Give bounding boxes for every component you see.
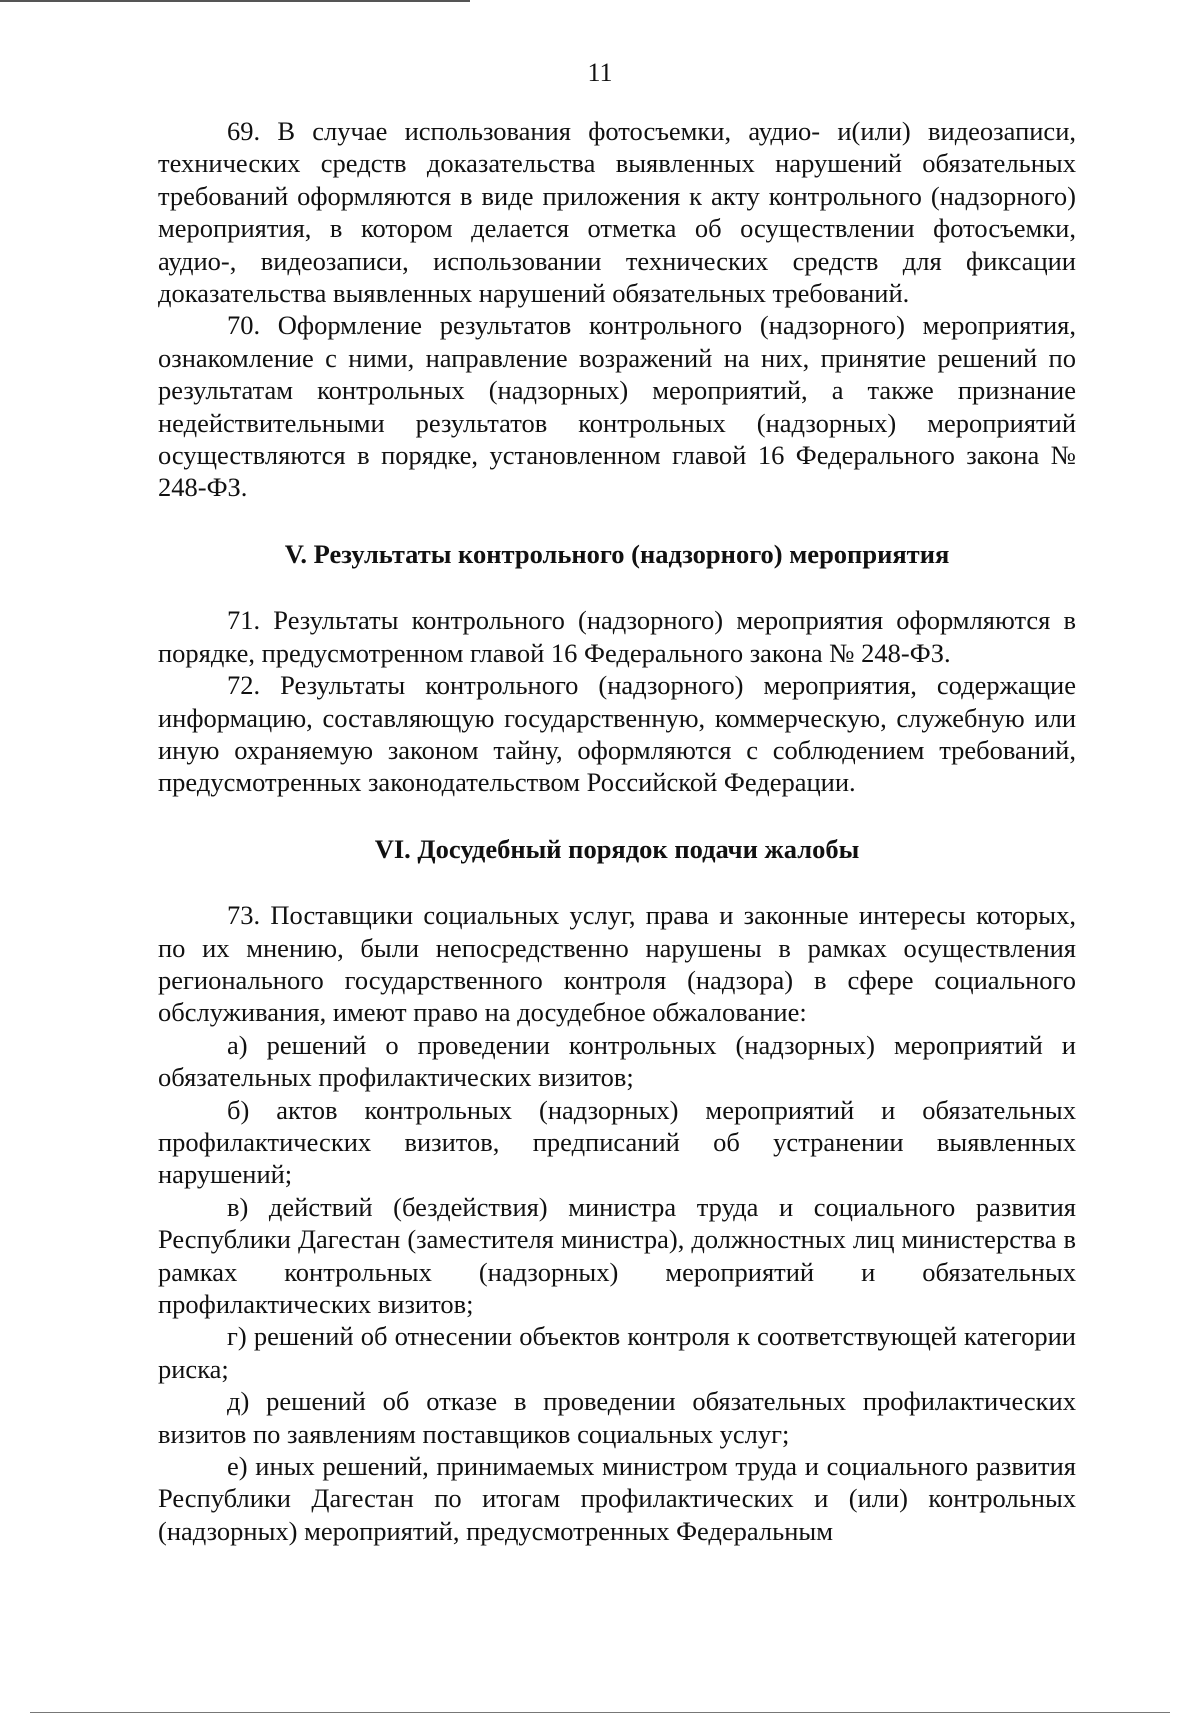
section-vi-heading: VI. Досудебный порядок подачи жалобы	[374, 833, 860, 864]
list-item-d: д) решений об отказе в проведении обязательных профилактических визитов по заявлениям поставщиков социальных услуг;	[158, 1386, 1076, 1449]
paragraph-72: 72. Результаты контрольного (надзорного) мероприятия, содержащие информацию, составляющую государственную, коммерческую, служебную или иную охраняемую законом тайну, оформляются с соблюдением требований, предусмотренных законодательством Российской Федерации.	[158, 670, 1076, 798]
paragraph-69: 69. В случае использования фотосъемки, аудио- и(или) видеозаписи, технических средств доказательства выявленных нарушений обязательных требований оформляются в виде приложения к акту контрольного (надзорного) мероприятия, в котором делается отметка об осуществлении фотосъемки, аудио-, видеозаписи, использовании технических средств для фиксации доказательства выявленных нарушений обязательных требований.	[158, 116, 1076, 309]
page-number: 11	[587, 58, 613, 87]
list-item-e: е) иных решений, принимаемых министром труда и социального развития Республики Дагестан по итогам профилактических и (или) контрольных (надзорных) мероприятий, предусмотренных Федеральным	[158, 1451, 1076, 1546]
list-item-a: а) решений о проведении контрольных (надзорных) мероприятий и обязательных профилактических визитов;	[158, 1029, 1076, 1093]
list-item-g: г) решений об отнесении объектов контроля к соответствующей категории риска;	[158, 1321, 1076, 1384]
paragraph-70: 70. Оформление результатов контрольного (надзорного) мероприятия, ознакомление с ними, направление возражений на них, принятие решений по результатам контрольных (надзорных) мероприятий, а также признание недействительными результатов контрольных (надзорных) мероприятий осуществляются в порядке, установленном главой 16 Федерального закона № 248-ФЗ.	[158, 310, 1076, 503]
paragraph-71: 71. Результаты контрольного (надзорного) мероприятия оформляются в порядке, предусмотренном главой 16 Федерального закона № 248-ФЗ.	[158, 605, 1076, 668]
paragraph-73: 73. Поставщики социальных услуг, права и законные интересы которых, по их мнению, были непосредственно нарушены в рамках осуществления регионального государственного контроля (надзора) в сфере социального обслуживания, имеют право на досудебное обжалование:	[158, 900, 1076, 1028]
list-item-v: в) действий (бездействия) министра труда и социального развития Республики Дагестан (заместителя министра), должностных лиц министерства в рамках контрольных (надзорных) мероприятий и обязательных профилактических визитов;	[158, 1191, 1076, 1319]
section-v-heading: V. Результаты контрольного (надзорного) мероприятия	[284, 538, 950, 569]
scan-edge-top	[0, 0, 470, 2]
scan-edge-bottom	[30, 1712, 1170, 1713]
list-item-b: б) актов контрольных (надзорных) мероприятий и обязательных профилактических визитов, предписаний об устранении выявленных нарушений;	[158, 1094, 1076, 1190]
document-body	[158, 115, 1076, 1547]
